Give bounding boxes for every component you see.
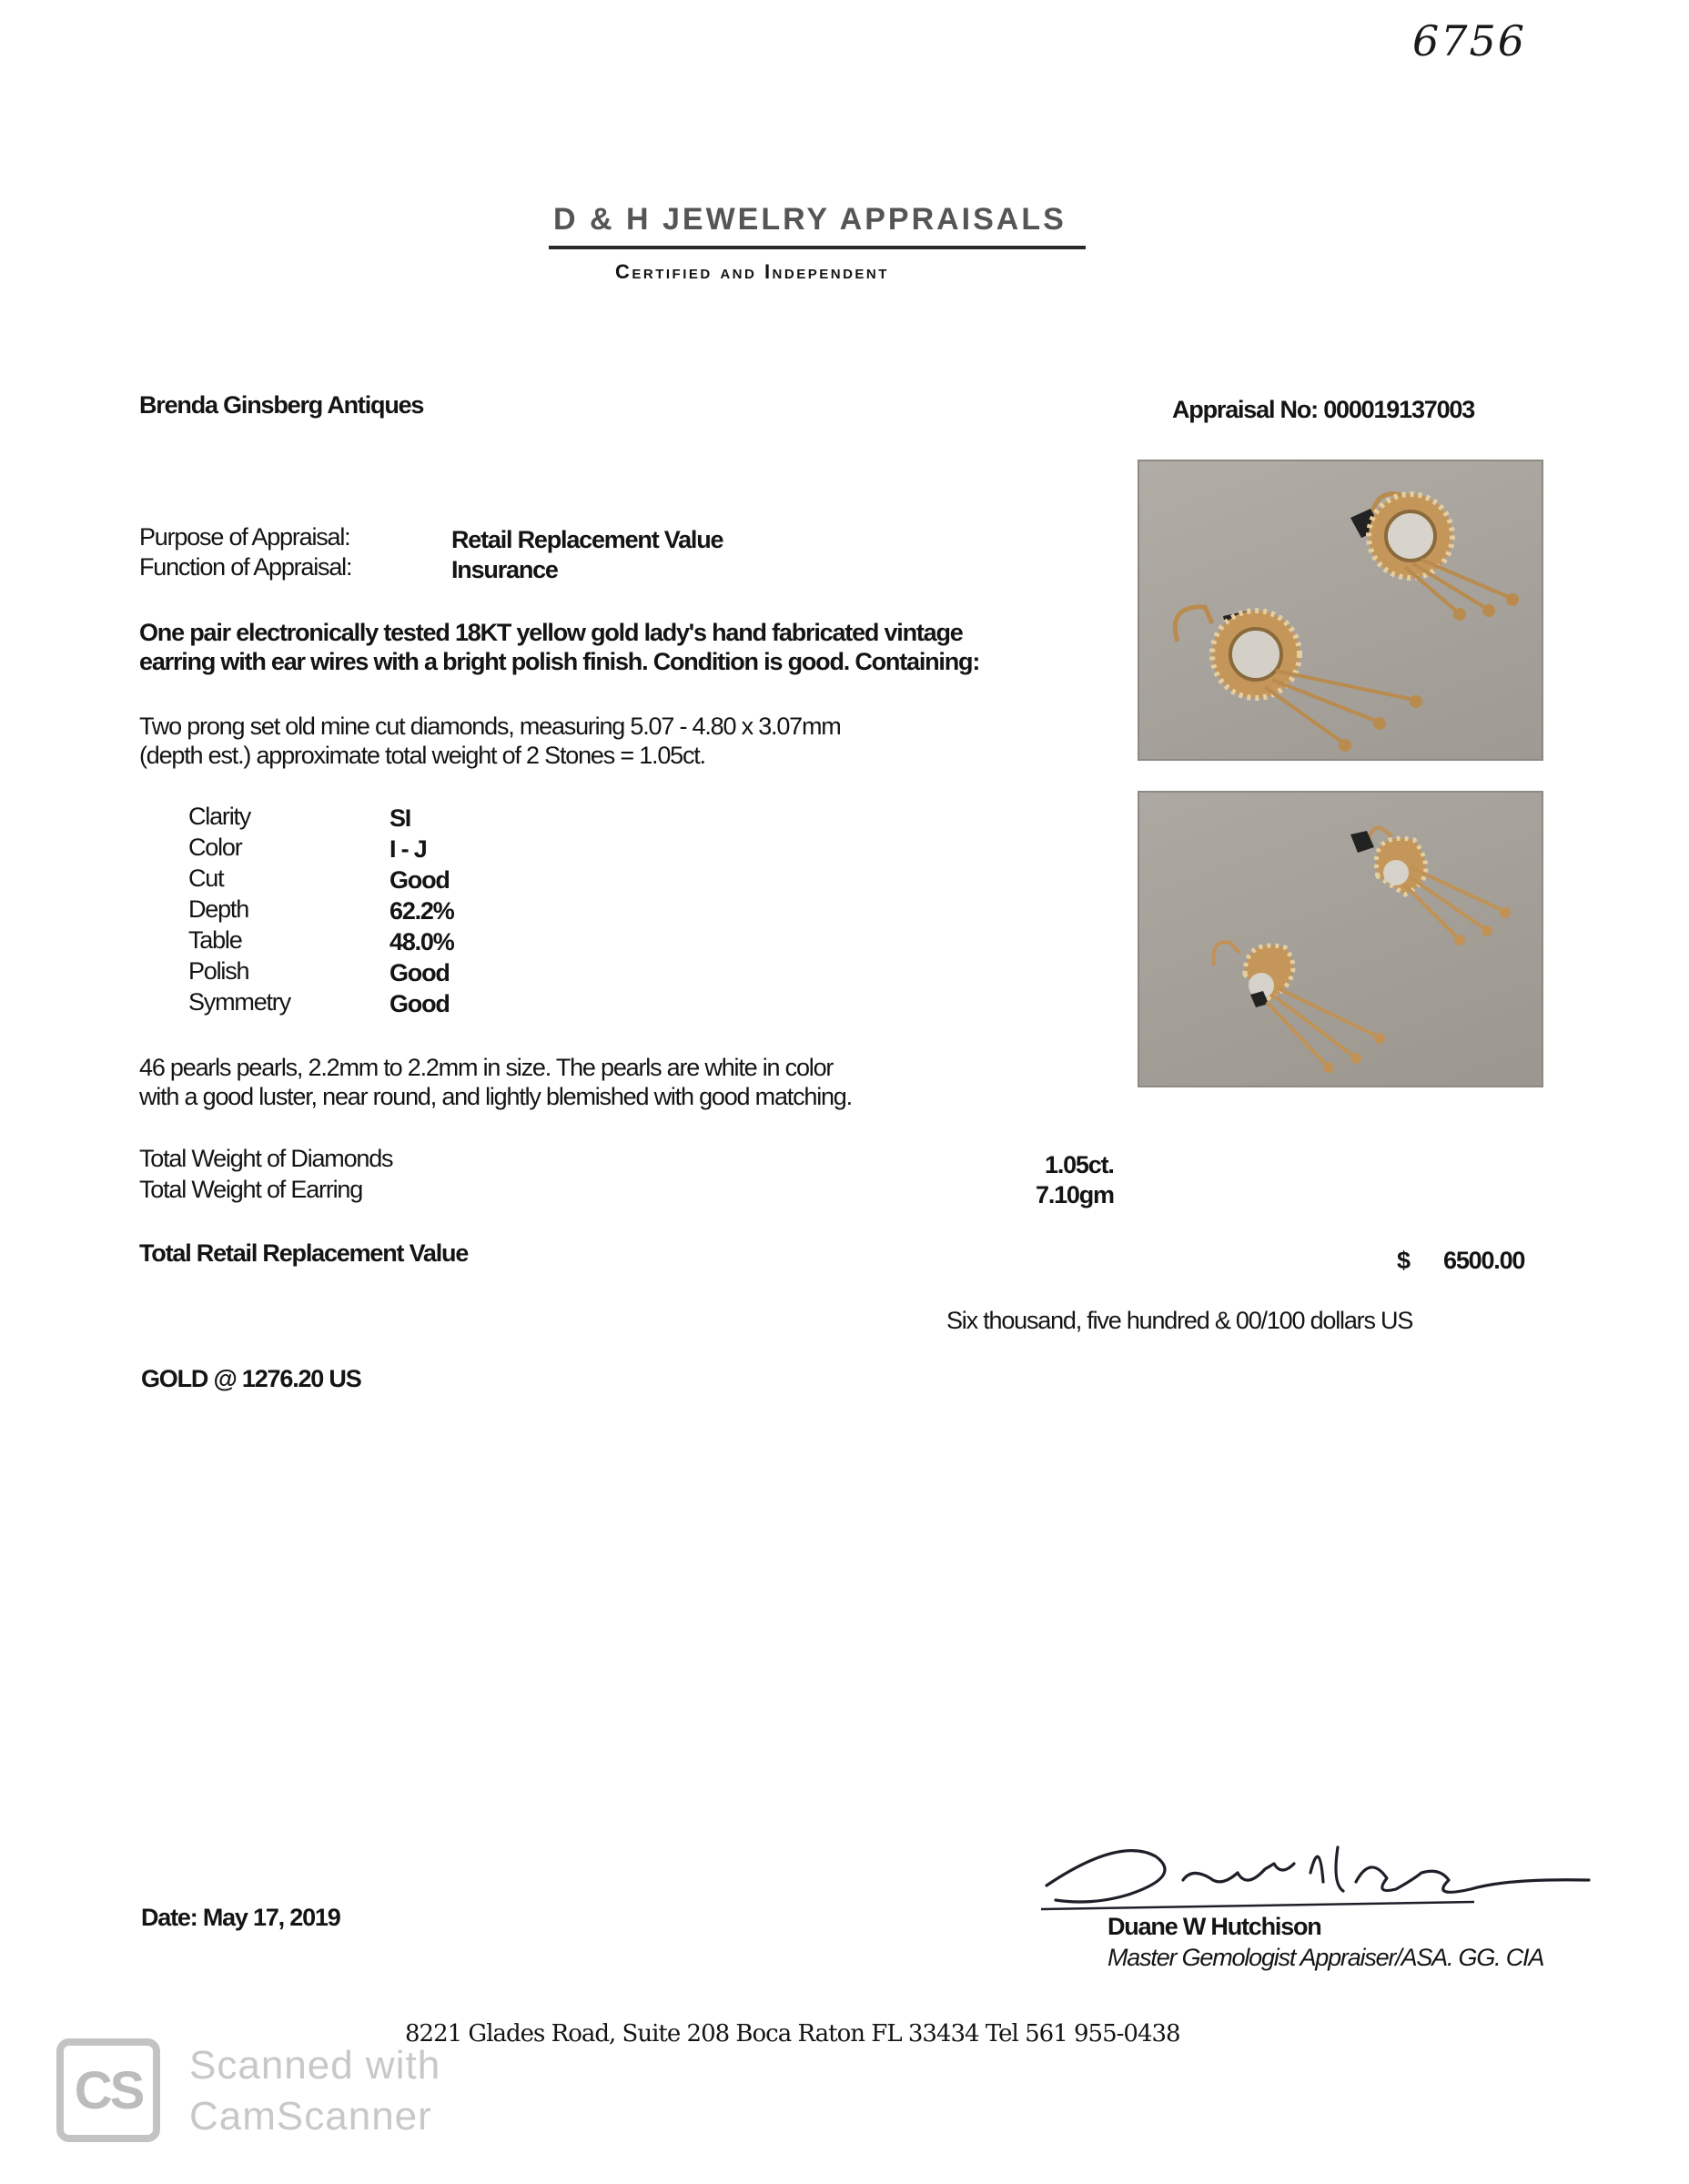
spec-label-table: Table bbox=[188, 926, 242, 954]
currency-symbol: $ bbox=[1397, 1247, 1410, 1274]
total-earring-weight-label: Total Weight of Earring bbox=[139, 1176, 363, 1203]
retail-value-amount: 6500.00 bbox=[1443, 1247, 1525, 1274]
watermark-line-2: CamScanner bbox=[189, 2094, 432, 2138]
company-name: D & H JEWELRY APPRAISALS bbox=[553, 202, 1067, 237]
spec-label-symmetry: Symmetry bbox=[188, 988, 290, 1016]
spec-label-color: Color bbox=[188, 834, 242, 861]
retail-value-label: Total Retail Replacement Value bbox=[139, 1239, 469, 1267]
purpose-value: Retail Replacement Value bbox=[451, 526, 723, 553]
address-footer: 8221 Glades Road, Suite 208 Boca Raton FL 33434 Tel 561 955-0438 bbox=[405, 2020, 1180, 2048]
company-tagline: Certified and Independent bbox=[615, 260, 889, 283]
signer-name: Duane W Hutchison bbox=[1107, 1913, 1321, 1940]
description-line-1: One pair electronically tested 18KT yellow gold lady's hand fabricated vintage bbox=[139, 619, 963, 646]
description-line-2: earring with ear wires with a bright polish finish. Condition is good. Containing: bbox=[139, 648, 980, 675]
spec-value-symmetry: Good bbox=[389, 990, 450, 1017]
camscanner-logo: CS bbox=[56, 2038, 160, 2142]
earring-photo-top bbox=[1138, 460, 1543, 761]
spec-value-clarity: SI bbox=[389, 804, 411, 832]
camscanner-watermark bbox=[189, 2040, 440, 2142]
watermark-line-1: Scanned with bbox=[189, 2043, 441, 2088]
pearls-line-1: 46 pearls pearls, 2.2mm to 2.2mm in size. The pearls are white in color bbox=[139, 1054, 834, 1081]
earrings-image bbox=[1139, 461, 1542, 759]
spec-label-clarity: Clarity bbox=[188, 803, 251, 830]
spec-value-polish: Good bbox=[389, 959, 450, 986]
earrings-side-image bbox=[1139, 793, 1542, 1086]
spec-value-color: I - J bbox=[389, 835, 427, 863]
client-name: Brenda Ginsberg Antiques bbox=[139, 391, 424, 419]
signature-image bbox=[1037, 1829, 1602, 1920]
spec-label-depth: Depth bbox=[188, 895, 249, 923]
retail-value-in-words: Six thousand, five hundred & 00/100 dollars US bbox=[946, 1307, 1413, 1334]
signature bbox=[1037, 1829, 1602, 1920]
spec-label-cut: Cut bbox=[188, 864, 224, 892]
spec-label-polish: Polish bbox=[188, 957, 249, 985]
appraisal-number: Appraisal No: 000019137003 bbox=[1172, 396, 1475, 423]
function-value: Insurance bbox=[451, 556, 558, 583]
header-divider bbox=[549, 246, 1086, 249]
purpose-label: Purpose of Appraisal: bbox=[139, 523, 350, 551]
appraisal-date: Date: May 17, 2019 bbox=[141, 1904, 340, 1931]
total-diamond-weight-value: 1.05ct. bbox=[1045, 1151, 1114, 1178]
diamonds-line-2: (depth est.) approximate total weight of 2 Stones = 1.05ct. bbox=[139, 742, 705, 769]
signer-title: Master Gemologist Appraiser/ASA. GG. CIA bbox=[1107, 1944, 1544, 1971]
handwritten-document-number: 6756 bbox=[1412, 16, 1527, 66]
total-earring-weight-value: 7.10gm bbox=[1036, 1181, 1114, 1208]
gold-price: GOLD @ 1276.20 US bbox=[141, 1365, 361, 1392]
earring-photo-bottom bbox=[1138, 791, 1543, 1087]
pearls-line-2: with a good luster, near round, and lightly blemished with good matching. bbox=[139, 1083, 852, 1110]
spec-value-table: 48.0% bbox=[389, 928, 454, 956]
spec-value-cut: Good bbox=[389, 866, 450, 894]
spec-value-depth: 62.2% bbox=[389, 897, 454, 925]
total-diamond-weight-label: Total Weight of Diamonds bbox=[139, 1145, 393, 1172]
diamonds-line-1: Two prong set old mine cut diamonds, measuring 5.07 - 4.80 x 3.07mm bbox=[139, 713, 841, 740]
function-label: Function of Appraisal: bbox=[139, 553, 352, 581]
